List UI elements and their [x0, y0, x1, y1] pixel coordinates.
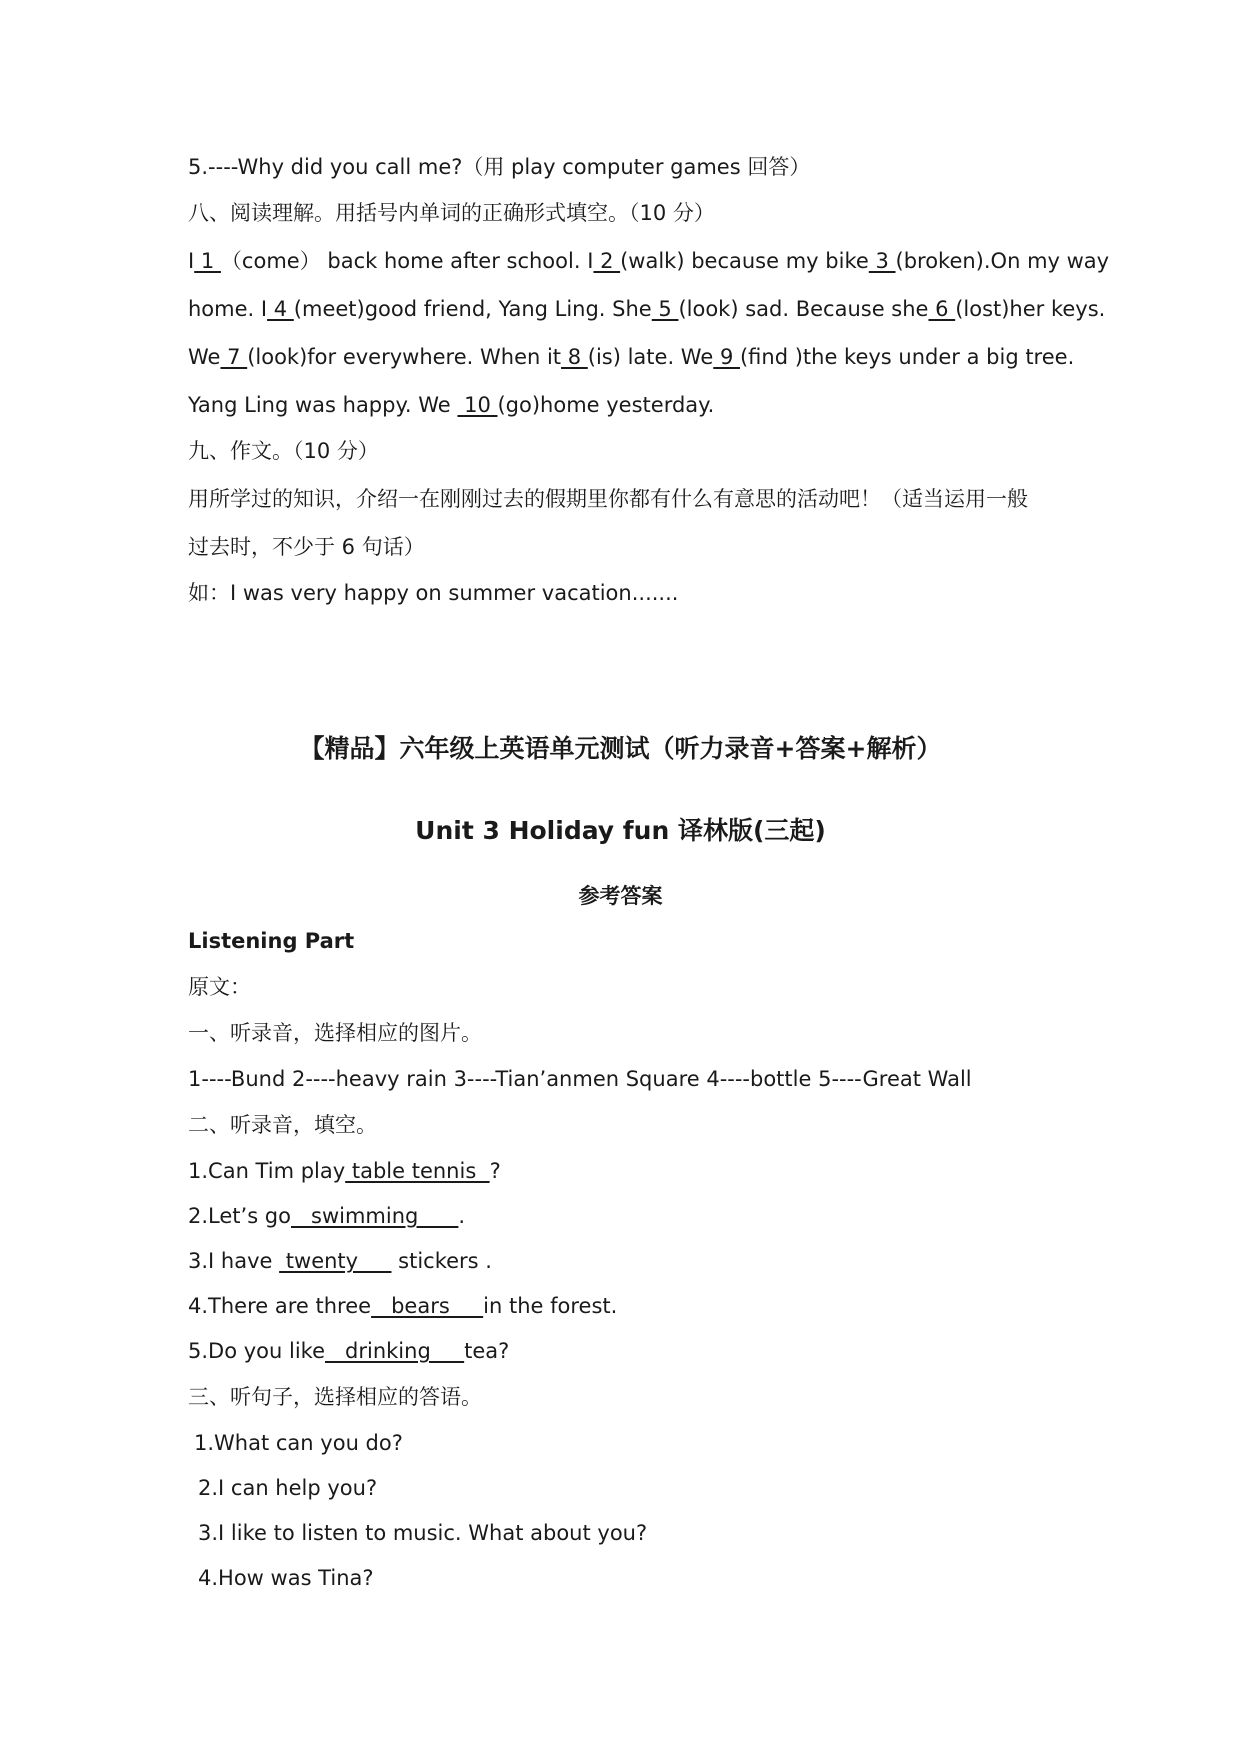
fill-item-5: 5.Do you like drinking tea? — [188, 1339, 510, 1363]
answer-blank-2: swimming — [291, 1204, 459, 1228]
fill-item-4: 4.There are three bears in the forest. — [188, 1294, 618, 1318]
blank-9: 9 — [713, 345, 740, 369]
original-text-label: 原文： — [188, 975, 251, 999]
document-title: 【精品】六年级上英语单元测试（听力录音+答案+解析） — [299, 734, 942, 763]
reading-line-4: Yang Ling was happy. We 10 (go)home yesterday. — [188, 393, 715, 417]
fill-item-1: 1.Can Tim play table tennis ? — [188, 1159, 501, 1183]
fill-item-3: 3.I have twenty stickers . — [188, 1249, 492, 1273]
answer-blank-3: twenty — [279, 1249, 392, 1273]
response-item-1: 1.What can you do? — [194, 1431, 403, 1455]
fill-item-2: 2.Let’s go swimming . — [188, 1204, 466, 1228]
unit-title: Unit 3 Holiday fun 译林版(三起) — [415, 816, 826, 845]
blank-10: 10 — [457, 393, 498, 417]
section-9-heading: 九、作文。（10 分） — [188, 439, 379, 463]
section-8-heading: 八、阅读理解。用括号内单词的正确形式填空。（10 分） — [188, 201, 715, 225]
response-item-4: 4.How was Tina? — [198, 1566, 374, 1590]
listening-part-heading: Listening Part — [188, 929, 355, 953]
answer-blank-1: table tennis — [345, 1159, 490, 1183]
response-item-3: 3.I like to listen to music. What about you? — [198, 1521, 648, 1545]
reading-line-1: I 1 （come） back home after school. I 2 (walk) because my bike 3 (broken).On my way — [188, 246, 1056, 276]
answer-blank-5: drinking — [325, 1339, 465, 1363]
blank-8: 8 — [561, 345, 588, 369]
listening-section-3-heading: 三、听句子，选择相应的答语。 — [188, 1385, 482, 1409]
section-9-example: 如：I was very happy on summer vacation....... — [188, 581, 679, 605]
blank-5: 5 — [651, 297, 679, 321]
blank-4: 4 — [267, 297, 294, 321]
blank-3: 3 — [868, 249, 896, 273]
section-9-instruction-2: 过去时，不少于 6 句话） — [188, 535, 425, 559]
reading-line-2: home. I 4 (meet)good friend, Yang Ling. She 5 (look) sad. Because she 6 (lost)her keys. — [188, 294, 1056, 324]
blank-6: 6 — [928, 297, 956, 321]
listening-section-2-heading: 二、听录音，填空。 — [188, 1113, 377, 1137]
response-item-2: 2.I can help you? — [198, 1476, 378, 1500]
blank-2: 2 — [593, 249, 621, 273]
listening-section-1-heading: 一、听录音，选择相应的图片。 — [188, 1021, 482, 1045]
blank-1: 1 — [194, 249, 221, 273]
answers-title: 参考答案 — [578, 884, 663, 908]
question-5: 5.----Why did you call me?（用 play computer games 回答） — [188, 155, 811, 179]
reading-line-3: We 7 (look)for everywhere. When it 8 (is) late. We 9 (find )the keys under a big tree. — [188, 342, 1056, 372]
blank-7: 7 — [220, 345, 248, 369]
section-9-instruction-1: 用所学过的知识，介绍一在刚刚过去的假期里你都有什么有意思的活动吧！（适当运用一般 — [188, 487, 1028, 511]
answer-blank-4: bears — [371, 1294, 484, 1318]
listening-section-1-items: 1----Bund 2----heavy rain 3----Tian’anmen Square 4----bottle 5----Great Wall — [188, 1067, 972, 1091]
